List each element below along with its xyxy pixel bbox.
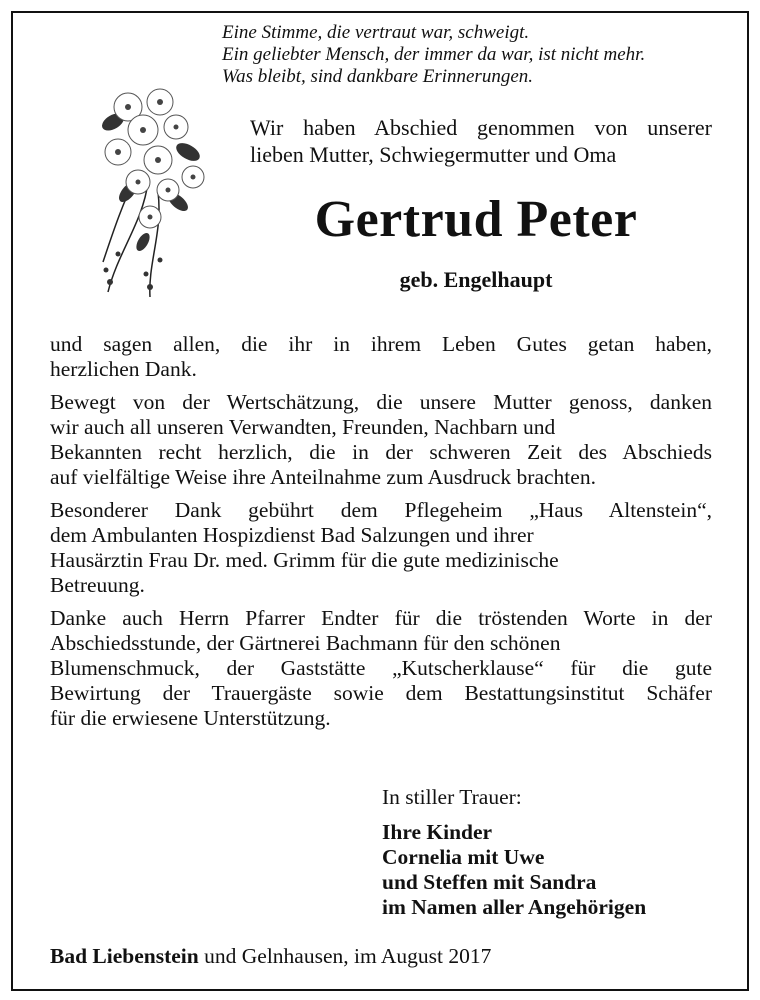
signatory-line: im Namen aller Angehörigen xyxy=(382,895,647,919)
paragraph xyxy=(50,332,712,382)
text-line: herzlichen Dank. xyxy=(50,357,197,381)
text-line: und sagen allen, die ihr in ihrem Leben Gutes getan haben, xyxy=(50,332,712,356)
paragraph xyxy=(50,498,712,598)
thanks-text xyxy=(50,332,712,739)
text-line: Hausärztin Frau Dr. med. Grimm für die gute medizinische xyxy=(50,548,559,572)
text-line: Blumenschmuck, der Gaststätte „Kutscherklause“ für die gute xyxy=(50,656,712,680)
text-line: für die erwiesene Unterstützung. xyxy=(50,706,331,730)
poem-line: Was bleibt, sind dankbare Erinnerungen. xyxy=(222,66,534,87)
intro-line: Wir haben Abschied genommen von unserer xyxy=(250,115,712,140)
place-date-rest: und Gelnhausen, im August 2017 xyxy=(204,944,492,968)
poem-line: Eine Stimme, die vertraut war, schweigt. xyxy=(222,22,530,43)
orchid-bouquet-icon xyxy=(88,82,218,302)
signatory-line: und Steffen mit Sandra xyxy=(382,870,597,894)
intro-text xyxy=(250,114,712,168)
place-name: Bad Liebenstein xyxy=(50,944,199,968)
text-line: wir auch all unseren Verwandten, Freunden, Nachbarn und xyxy=(50,415,556,439)
memorial-poem xyxy=(222,22,742,88)
closing-greeting: In stiller Trauer: xyxy=(382,785,522,809)
text-line: auf vielfältige Weise ihre Anteilnahme zum Ausdruck brachten. xyxy=(50,465,596,489)
place-date-line xyxy=(50,944,712,969)
poem-line: Ein geliebter Mensch, der immer da war, ist nicht mehr. xyxy=(222,44,646,65)
signatory-line: Ihre Kinder xyxy=(382,820,493,844)
text-line: Abschiedsstunde, der Gärtnerei Bachmann für den schönen xyxy=(50,631,561,655)
closing-block xyxy=(382,785,712,920)
text-line: Bewirtung der Trauergäste sowie dem Bestattungsinstitut Schäfer xyxy=(50,681,712,705)
text-line: Besonderer Dank gebührt dem Pflegeheim „Haus Altenstein“, xyxy=(50,498,712,522)
text-line: Bekannten recht herzlich, die in der schweren Zeit des Abschieds xyxy=(50,440,712,464)
text-line: dem Ambulanten Hospizdienst Bad Salzungen und ihrer xyxy=(50,523,534,547)
intro-line: lieben Mutter, Schwiegermutter und Oma xyxy=(250,142,617,167)
deceased-name: Gertrud Peter xyxy=(314,191,638,248)
text-line: Bewegt von der Wertschätzung, die unsere Mutter genoss, danken xyxy=(50,390,712,414)
signatory-line: Cornelia mit Uwe xyxy=(382,845,545,869)
text-line: Betreuung. xyxy=(50,573,145,597)
paragraph xyxy=(50,606,712,731)
paragraph xyxy=(50,390,712,490)
text-line: Danke auch Herrn Pfarrer Endter für die tröstenden Worte in der xyxy=(50,606,712,630)
birth-name: geb. Engelhaupt xyxy=(399,267,553,292)
